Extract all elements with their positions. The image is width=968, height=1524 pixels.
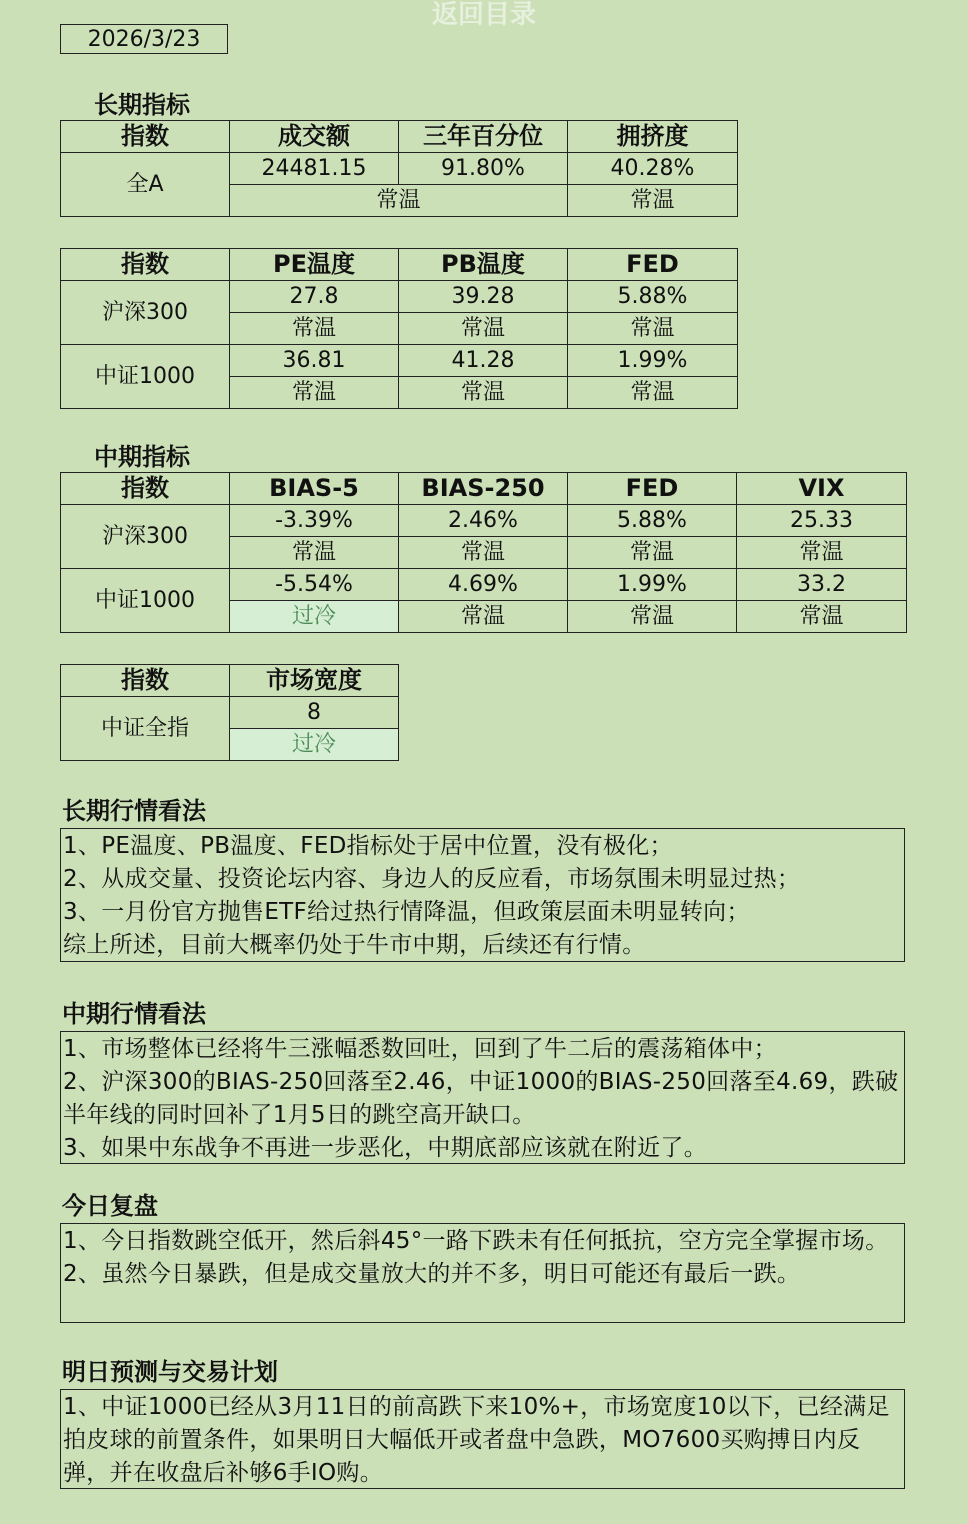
text-line: 1、PE温度、PB温度、FED指标处于居中位置，没有极化； — [63, 833, 673, 859]
table-row — [61, 153, 738, 185]
index-name-cell: 全A — [61, 153, 230, 217]
status-cell: 常温 — [230, 377, 399, 409]
status-cell: 常温 — [568, 537, 737, 569]
text-line: 1、市场整体已经将牛三涨幅悉数回吐，回到了牛二后的震荡箱体中； — [63, 1036, 777, 1062]
review-title: 今日复盘 — [62, 1192, 158, 1220]
status-cell: 常温 — [399, 601, 568, 633]
status-cell: 常温 — [399, 537, 568, 569]
table-row — [61, 697, 399, 729]
text-line: 2、从成交量、投资论坛内容、身边人的反应看，市场氛围未明显过热； — [63, 866, 801, 892]
plan-textbox — [60, 1389, 905, 1489]
status-cell: 常温 — [568, 185, 738, 217]
header-cell: 指数 — [61, 665, 230, 697]
text-line: 1、今日指数跳空低开，然后斜45°一路下跌未有任何抵抗，空方完全掌握市场。 — [63, 1228, 889, 1254]
review-textbox — [60, 1223, 905, 1323]
header-cell: 成交额 — [230, 121, 399, 153]
value-cell: 1.99% — [568, 569, 737, 601]
text-line: 综上所述，目前大概率仍处于牛市中期，后续还有行情。 — [63, 932, 646, 958]
value-cell: 4.69% — [399, 569, 568, 601]
index-name-cell: 中证1000 — [61, 569, 230, 633]
table-header-row — [61, 473, 907, 505]
status-cell: 常温 — [568, 601, 737, 633]
status-cell: 常温 — [399, 313, 568, 345]
long-view-title: 长期行情看法 — [62, 797, 206, 825]
long-term-table-all-a — [60, 120, 738, 217]
header-cell: VIX — [737, 473, 907, 505]
status-cell: 常温 — [230, 537, 399, 569]
value-cell: 27.8 — [230, 281, 399, 313]
value-cell: 24481.15 — [230, 153, 399, 185]
status-cell: 常温 — [737, 537, 907, 569]
text-line: 3、如果中东战争不再进一步恶化，中期底部应该就在附近了。 — [63, 1135, 708, 1161]
value-cell: -5.54% — [230, 569, 399, 601]
long-view-textbox — [60, 828, 905, 962]
date-box: 2026/3/23 — [60, 24, 228, 54]
value-cell: 41.28 — [399, 345, 568, 377]
header-cell: 拥挤度 — [568, 121, 738, 153]
header-cell: PE温度 — [230, 249, 399, 281]
value-cell: -3.39% — [230, 505, 399, 537]
text-line: 1、中证1000已经从3月11日的前高跌下来10%+，市场宽度10以下，已经满足拍皮球的前置条件，如果明日大幅低开或者盘中急跌，MO7600买购搏日内反弹，并在收盘后补够6手IO购。 — [63, 1394, 890, 1486]
mid-term-table — [60, 472, 907, 633]
plan-title: 明日预测与交易计划 — [62, 1358, 278, 1386]
header-cell: 指数 — [61, 121, 230, 153]
status-cell: 常温 — [568, 313, 738, 345]
market-breadth-table — [60, 664, 399, 761]
table-row — [61, 505, 907, 537]
header-cell: FED — [568, 473, 737, 505]
header-cell: PB温度 — [399, 249, 568, 281]
header-cell: 三年百分位 — [399, 121, 568, 153]
value-cell: 33.2 — [737, 569, 907, 601]
index-name-cell: 中证全指 — [61, 697, 230, 761]
status-cell: 常温 — [737, 601, 907, 633]
value-cell: 36.81 — [230, 345, 399, 377]
table-header-row — [61, 665, 399, 697]
header-cell: 指数 — [61, 249, 230, 281]
value-cell: 5.88% — [568, 281, 738, 313]
value-cell: 8 — [230, 697, 399, 729]
value-cell: 25.33 — [737, 505, 907, 537]
table-row — [61, 569, 907, 601]
long-term-valuation-table — [60, 248, 738, 409]
mid-view-textbox — [60, 1031, 905, 1164]
long-term-title: 长期指标 — [94, 91, 190, 119]
table-header-row — [61, 121, 738, 153]
value-cell: 5.88% — [568, 505, 737, 537]
text-line: 3、一月份官方抛售ETF给过热行情降温，但政策层面未明显转向； — [63, 899, 750, 925]
status-cell: 常温 — [568, 377, 738, 409]
table-row — [61, 345, 738, 377]
header-cell: BIAS-250 — [399, 473, 568, 505]
text-line: 2、虽然今日暴跌，但是成交量放大的并不多，明日可能还有最后一跌。 — [63, 1261, 801, 1287]
header-cell: FED — [568, 249, 738, 281]
index-name-cell: 沪深300 — [61, 505, 230, 569]
value-cell: 91.80% — [399, 153, 568, 185]
index-name-cell: 中证1000 — [61, 345, 230, 409]
header-cell: 市场宽度 — [230, 665, 399, 697]
value-cell: 39.28 — [399, 281, 568, 313]
mid-term-title: 中期指标 — [94, 443, 190, 471]
value-cell: 40.28% — [568, 153, 738, 185]
index-name-cell: 沪深300 — [61, 281, 230, 345]
mid-view-title: 中期行情看法 — [62, 1000, 206, 1028]
status-cell: 常温 — [230, 313, 399, 345]
table-header-row — [61, 249, 738, 281]
header-cell: 指数 — [61, 473, 230, 505]
back-to-contents-link[interactable]: 返回目录 — [431, 0, 536, 30]
status-cell-cold: 过冷 — [230, 729, 399, 761]
status-cell: 常温 — [399, 377, 568, 409]
text-line: 2、沪深300的BIAS-250回落至2.46，中证1000的BIAS-250回落至4.69，跌破半年线的同时回补了1月5日的跳空高开缺口。 — [63, 1069, 899, 1128]
header-cell: BIAS-5 — [230, 473, 399, 505]
status-cell: 常温 — [230, 185, 568, 217]
table-row — [61, 281, 738, 313]
status-cell-cold: 过冷 — [230, 601, 399, 633]
value-cell: 2.46% — [399, 505, 568, 537]
value-cell: 1.99% — [568, 345, 738, 377]
